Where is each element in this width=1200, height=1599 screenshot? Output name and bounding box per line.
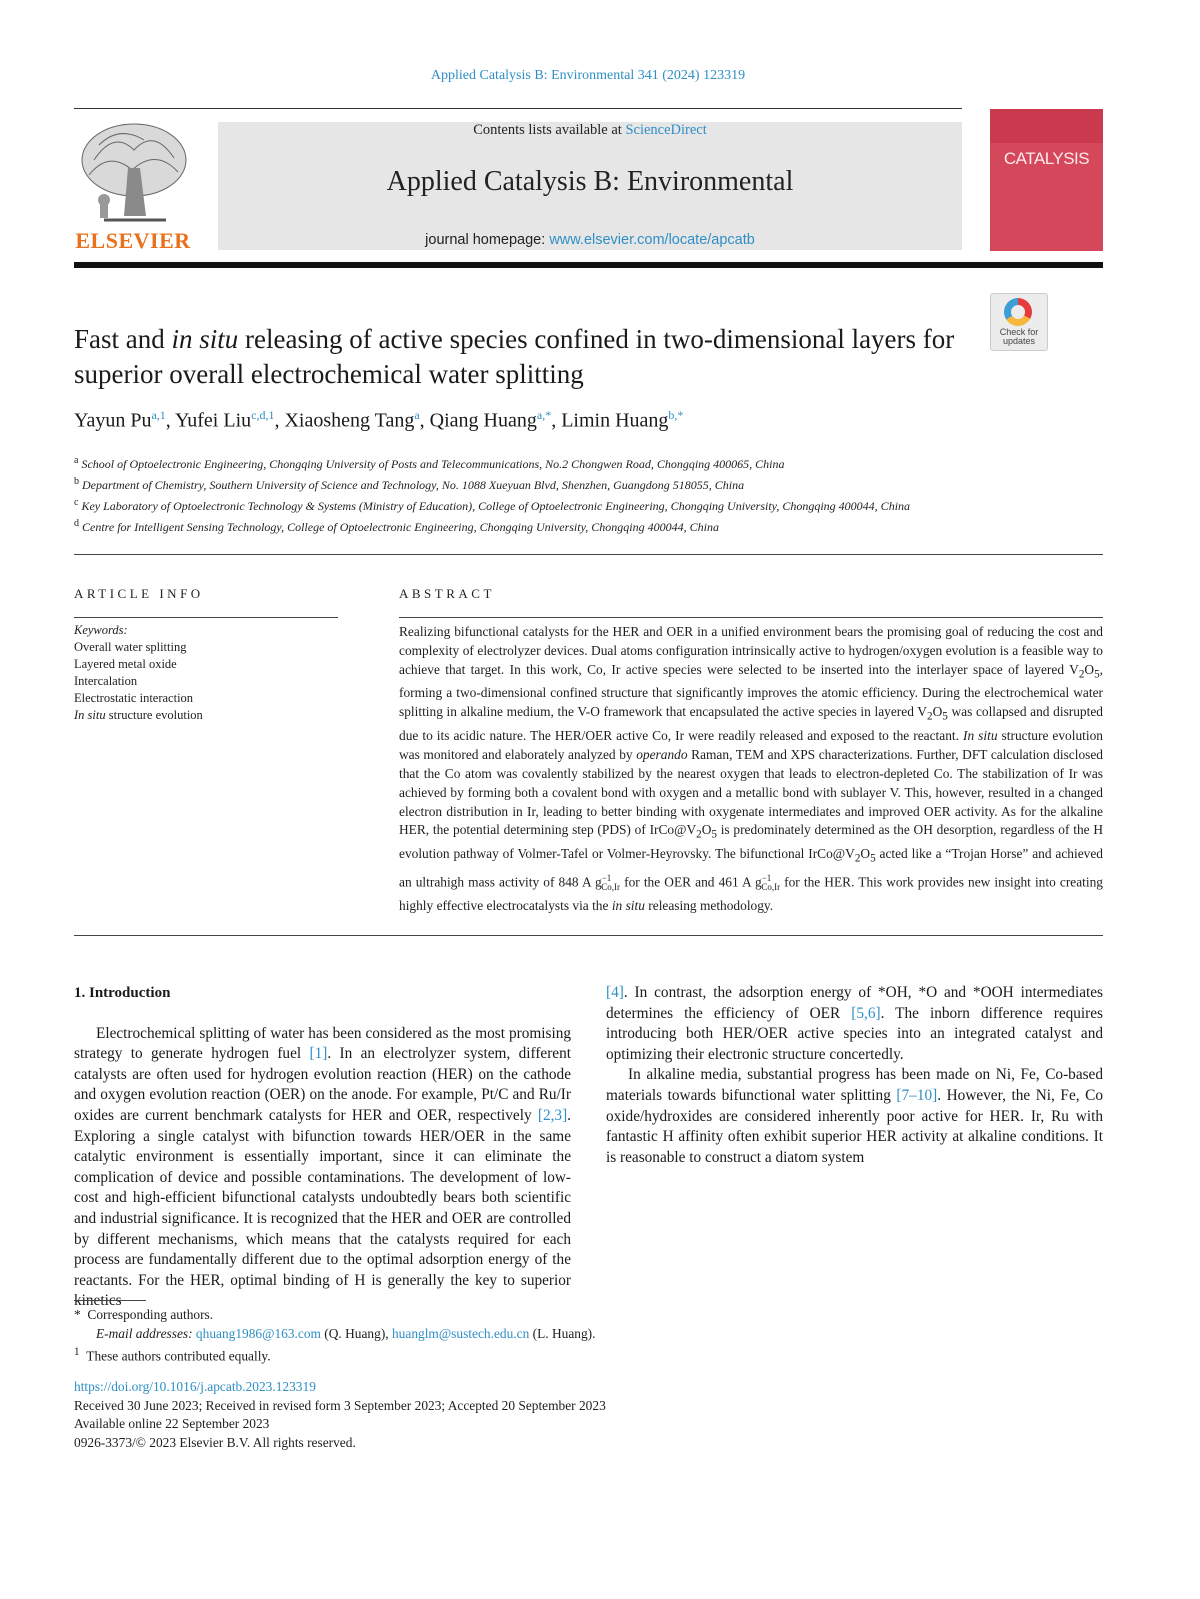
- keyword-item: [74, 707, 338, 724]
- subscript: 2: [696, 829, 702, 842]
- header-thick-rule: [74, 262, 1103, 268]
- footnotes: [74, 1305, 774, 1365]
- keyword-item: Intercalation: [74, 674, 138, 688]
- keywords-block: [74, 622, 338, 724]
- author-name[interactable]: Yufei Liu: [175, 409, 252, 432]
- abstract-segment: is predominately determined as the OH desorption, regardless of the H evolution pathway of Volmer-Tafel or Volmer-Heyrovsky. The bifunctional IrCo@V: [399, 822, 1104, 861]
- contents-prefix: Contents lists available at: [473, 122, 626, 138]
- keyword-italic: In situ: [74, 708, 106, 722]
- abstract-heading: ABSTRACT: [399, 586, 495, 601]
- author-name[interactable]: Qiang Huang: [429, 409, 537, 432]
- affiliation-mark: b: [74, 476, 79, 487]
- email-link[interactable]: huanglm@sustech.edu.cn: [391, 1326, 530, 1341]
- keyword-item: Layered metal oxide: [74, 657, 177, 671]
- abstract-segment: O: [701, 822, 712, 838]
- reference-link[interactable]: [1]: [309, 1045, 328, 1063]
- author-name[interactable]: Xiaosheng Tang: [284, 409, 415, 432]
- footnote-mark: *: [74, 1307, 81, 1322]
- affiliation-rule: [74, 554, 1103, 555]
- subscript: 5: [1094, 668, 1100, 681]
- abstract-segment: acted like a “Trojan Horse” and achieved an ultrahigh mass activity of 848 A g: [399, 845, 1103, 890]
- affiliation-text: Key Laboratory of Optoelectronic Technology & Systems (Ministry of Education), College of Optoelectronic Engineering, Chongqing University, Chongqing 400044, China: [81, 499, 911, 513]
- abstract-italic: In situ: [963, 727, 998, 743]
- author-name[interactable]: Yayun Pu: [74, 409, 152, 432]
- affiliation-mark: a: [74, 455, 79, 466]
- author-affiliation-mark[interactable]: c,d,1: [251, 408, 275, 422]
- title-part-2: releasing of active species confined in two-dimensional layers for superior overall electrochemical water splitting: [74, 324, 955, 389]
- paragraph-segment: Electrochemical splitting of water has been considered as the most promising strategy to generate hydrogen fuel: [74, 1024, 571, 1063]
- doi-link[interactable]: https://doi.org/10.1016/j.apcatb.2023.123319: [74, 1379, 316, 1394]
- abstract-segment: O: [1084, 661, 1095, 677]
- affiliation-text: Centre for Intelligent Sensing Technology, College of Optoelectronic Engineering, Chongqing University, Chongqing 400044, China: [82, 520, 719, 534]
- author-affiliation-mark[interactable]: a: [414, 408, 420, 422]
- article-info-rule: [74, 617, 338, 618]
- subscript: 5: [942, 710, 948, 723]
- abstract-italic: in situ: [611, 897, 645, 913]
- elsevier-logo: [74, 120, 192, 254]
- sciencedirect-link[interactable]: ScienceDirect: [625, 122, 707, 138]
- abstract-segment: Realizing bifunctional catalysts for the HER and OER in a unified environment bears the promising goal of reducing the cost and complexity of electrolyzer devices. Dual atoms configuration intrinsically active to hydrogen/oxygen evolution is a feasible way to achieve that target. In this work, Co, Ir active species were selected to be inserted into the interlayer space of layered V: [399, 624, 1103, 677]
- abstract-segment: was collapsed and disrupted due to its acidic nature. The HER/OER active Co, Ir were readily released and exposed to the reactant.: [399, 704, 1103, 743]
- title-italic: in situ: [171, 324, 239, 354]
- reference-link[interactable]: [2,3]: [537, 1106, 568, 1124]
- abstract-segment: structure evolution was monitored and elaborately analyzed by: [399, 727, 1103, 762]
- homepage-prefix: journal homepage:: [425, 232, 550, 248]
- keyword-rest: structure evolution: [105, 708, 203, 722]
- reference-link[interactable]: [5,6]: [851, 1004, 881, 1022]
- journal-name: Applied Catalysis B: Environmental: [386, 166, 794, 197]
- body-column-right: [606, 983, 1103, 1168]
- journal-homepage-link[interactable]: www.elsevier.com/locate/apcatb: [549, 232, 755, 248]
- affiliation-text: School of Optoelectronic Engineering, Chongqing University of Posts and Telecommunications, No.2 Chongwen Road, Chongqing 400065, China: [81, 457, 785, 471]
- abstract-segment: for the OER and 461 A g: [620, 874, 762, 890]
- unit-superscript: −1: [601, 872, 612, 883]
- paragraph-segment: . In an electrolyzer system, different catalysts are often used for hydrogen evolution reaction (HER) on the cathode and oxygen evolution reaction (OER) on the anode. For example, Pt/C and Ru/Ir oxides are current benchmark catalysts for HER and OER, respectively: [74, 1045, 571, 1124]
- corresponding-footnote: [74, 1305, 774, 1324]
- author-affiliation-mark[interactable]: a,*: [536, 408, 552, 422]
- homepage-line: [218, 232, 962, 248]
- check-updates-label: Check for updates: [999, 327, 1039, 346]
- journal-banner: [218, 122, 962, 250]
- unit-subscript: Co,Ir: [761, 881, 781, 892]
- author-affiliation-mark[interactable]: b,*: [668, 408, 684, 422]
- abstract-segment: , forming a two-dimensional confined structure that significantly improves the atomic efficiency. During the electrochemical water splitting in alkaline medium, the V-O framework that encapsulated the active species in layered V: [399, 661, 1103, 720]
- affiliations: [74, 452, 974, 536]
- abstract-segment: for the HER. This work provides new insight into creating highly effective electrocatalysts via the: [399, 874, 1103, 913]
- email-owner: (Q. Huang),: [320, 1326, 392, 1341]
- contents-line: [218, 122, 962, 139]
- article-title: [74, 322, 974, 392]
- cover-title: CATALYSIS: [1003, 149, 1090, 168]
- keyword-item: Electrostatic interaction: [74, 691, 194, 705]
- intro-paragraph-1: [74, 1024, 571, 1312]
- section-heading-introduction: 1. Introduction: [74, 985, 171, 1001]
- intro-paragraph-1-continued: [606, 983, 1103, 1065]
- affiliation-mark: c: [74, 497, 79, 508]
- footnote-text: Corresponding authors.: [87, 1307, 214, 1322]
- affiliation-mark: d: [74, 518, 79, 529]
- journal-citation-link[interactable]: Applied Catalysis B: Environmental 341 (2024) 123319: [430, 68, 746, 83]
- author-name[interactable]: Limin Huang: [561, 409, 669, 432]
- paragraph-segment: . The inborn difference requires introducing both HER/OER active species into an integrated catalyst and optimizing their electronic structure concertedly.: [606, 1004, 1103, 1063]
- paragraph-segment: . Exploring a single catalyst with bifunction towards HER/OER in the same catalytic environment is essentially important, since it can eliminate the complication of device and possible contaminations. The development of low-cost and high-efficient bifunctional catalysts undoubtedly bears both scientific and industrial significance. It is recognized that the HER and OER are controlled by different mechanisms, which means that the catalysts required for each process are fundamentally different due to the optimal adsorption energy of the reactants. For the HER, optimal binding of H is generally the key to superior kinetics: [74, 1106, 571, 1310]
- affiliation-item: [74, 494, 974, 515]
- email-owner: (L. Huang).: [529, 1326, 596, 1341]
- subscript: 2: [1078, 668, 1085, 681]
- abstract-rule: [399, 617, 1103, 618]
- abstract-text: [399, 623, 1103, 916]
- paragraph-segment: . In contrast, the adsorption energy of *OH, *O and *OOH intermediates determines the efficiency of OER: [606, 984, 1103, 1022]
- copyright: 0926-3373/© 2023 Elsevier B.V. All rights reserved.: [74, 1434, 356, 1450]
- keyword-item: Overall water splitting: [74, 640, 187, 654]
- email-footnote: [74, 1324, 774, 1343]
- tree-icon: [74, 120, 192, 228]
- paragraph-segment: In alkaline media, substantial progress has been made on Ni, Fe, Co-based materials towards bifunctional water splitting: [606, 1066, 1103, 1104]
- unit-subscript: Co,Ir: [601, 881, 621, 892]
- abstract-segment: O: [932, 704, 943, 720]
- author-affiliation-mark[interactable]: a,1: [151, 408, 166, 422]
- unit-superscript: −1: [761, 872, 772, 883]
- publication-info: [74, 1378, 874, 1452]
- keywords-label: Keywords:: [74, 623, 128, 637]
- affiliation-item: [74, 473, 974, 494]
- received-dates: Received 30 June 2023; Received in revised form 3 September 2023; Accepted 20 September 2023: [74, 1397, 606, 1413]
- footnote-rule: [74, 1300, 146, 1301]
- author-list: Yayun Pu$^{a,1}$, Yufei Liu$^{c,d,1}$, Xiaosheng Tang$^a$, Qiang Huang$^{a,*}$, Limin Huang$^{b,*}$: [74, 408, 684, 432]
- reference-link[interactable]: [7–10]: [896, 1086, 938, 1104]
- email-label: E-mail addresses:: [96, 1326, 196, 1341]
- abstract-segment: releasing methodology.: [644, 897, 774, 913]
- reference-link[interactable]: [4]: [606, 984, 624, 1001]
- update-badge-icon: [1004, 298, 1032, 326]
- abstract-end-rule: [74, 935, 1103, 936]
- affiliation-item: [74, 452, 974, 473]
- body-column-left: [74, 983, 571, 1312]
- footnote-mark: 1: [74, 1346, 80, 1358]
- footnote-text: These authors contributed equally.: [86, 1348, 271, 1364]
- paragraph-segment: . However, the Ni, Fe, Co oxide/hydroxides are considered inherently poor active for HER. Ir, Ru with fantastic H affinity often exhibit superior HER activity at alkaline conditions. It is reasonable to construct a diatom system: [606, 1086, 1103, 1166]
- publisher-name: ELSEVIER: [75, 228, 191, 253]
- subscript: 2: [926, 710, 933, 723]
- email-link[interactable]: qhuang1986@163.com: [195, 1326, 321, 1341]
- intro-paragraph-2: [606, 1065, 1103, 1168]
- affiliation-item: [74, 515, 974, 536]
- check-for-updates-button[interactable]: [990, 293, 1048, 351]
- header-rule: [74, 108, 962, 109]
- subscript: 2: [854, 852, 861, 865]
- abstract-italic: operando: [636, 746, 688, 762]
- subscript: 5: [870, 852, 876, 865]
- title-part-1: Fast and: [74, 324, 172, 354]
- journal-cover-image: [990, 109, 1103, 251]
- online-date: Available online 22 September 2023: [74, 1416, 270, 1432]
- abstract-segment: Raman, TEM and XPS characterizations. Further, DFT calculation disclosed that the Co atom was covalently stabilized by the nearest oxygen that leads to electron-depleted Co. The stabilization of Ir was achieved by forming both a covalent bond with oxygen and a metallic bond with sublayer V. This, however, resulted in a changed electron distribution in Ir, leading to better binding with oxygenate intermediates and improved OER activity. As for the alkaline HER, the potential determining step (PDS) of IrCo@V: [399, 746, 1103, 838]
- article-info-heading: ARTICLE INFO: [74, 586, 204, 601]
- abstract-segment: O: [860, 845, 871, 861]
- equal-contribution-footnote: [74, 1343, 774, 1365]
- affiliation-text: Department of Chemistry, Southern University of Science and Technology, No. 1088 Xueyuan Blvd, Shenzhen, Guangdong 518055, China: [82, 478, 745, 492]
- subscript: 5: [711, 829, 717, 842]
